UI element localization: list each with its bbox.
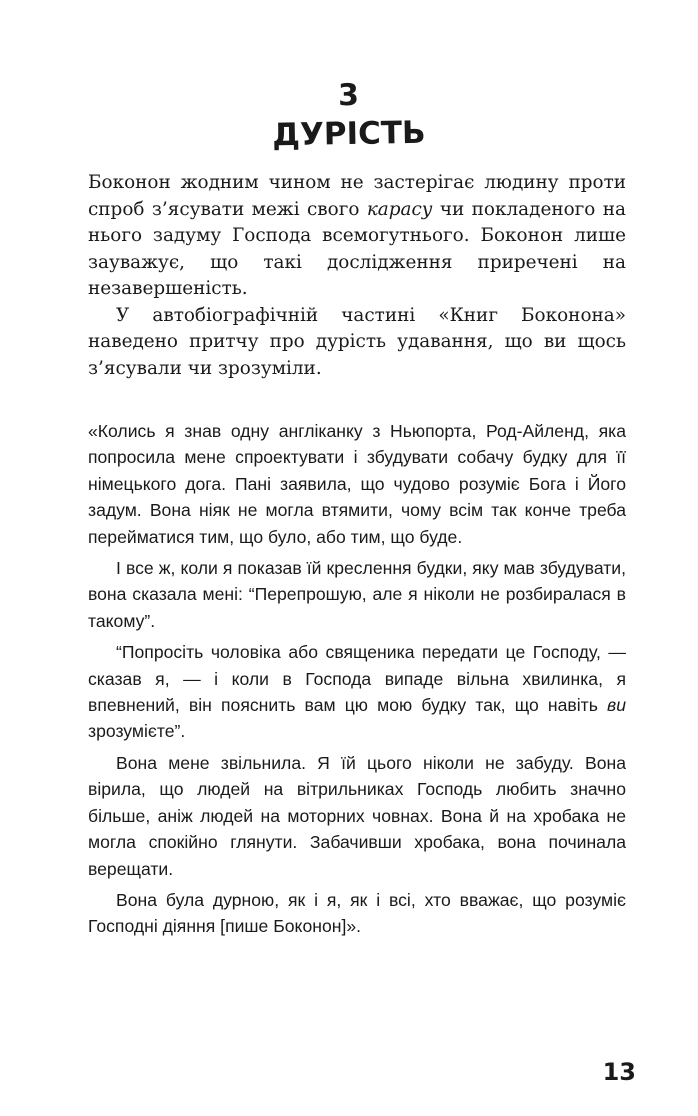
epigraph-text: чи покладеного на нього задуму Господа всемогутнього. Боконон лише зауважує, що такі дослідження приречені на незавершеність. [88, 198, 626, 299]
quote-paragraph: Вона мене звільнила. Я їй цього ніколи не забуду. Вона вірила, що людей на вітрильниках Господь любить значно більше, аніж людей на моторних човнах. Вона й на хробака не могла спокійно глянути. Забачивши хробака, вона починала верещати. [88, 752, 626, 879]
chapter-number: 3 [337, 77, 361, 114]
quote-paragraph: «Колись я знав одну англіканку з Ньюпорта, Род-Айленд, яка попросила мене спроектувати і збудувати собачу будку для її німецького дога. Пані заявила, що чудово розуміє Бога і Його задум. Вона ніяк не могла втямити, чому всім так конче треба перейматися тим, що було, або тим, що буде. [88, 421, 626, 547]
epigraph-text: Боконон жодним чином не застерігає людину проти спроб з’ясувати межі свого [88, 172, 626, 220]
quote-text: “Попросіть чоловіка або священика передати це Господу, — сказав я, — і коли в Господа випаде вільна хвилинка, я впевнений, він пояснить вам цю мою будку так, що навіть [88, 642, 626, 716]
quote-paragraph: І все ж, коли я показав їй креслення будки, яку мав збудувати, вона сказала мені: “Перепрошую, але я ніколи не розбиралася в такому”. [88, 558, 626, 631]
quote-paragraph [88, 639, 626, 745]
quote-text: зрозумієте”. [88, 721, 186, 742]
epigraph-paragraph: У автобіографічній частині «Книг Боконона» наведено притчу про дурість удавання, що ви щось з’ясували чи зрозуміли. [88, 304, 626, 379]
page-number: 13 [602, 1058, 636, 1086]
epigraph-section [88, 170, 626, 382]
quote-paragraph: Вона була дурною, як і я, як і всі, хто вважає, що розуміє Господні діяння [пише Боконон]». [88, 889, 626, 937]
epigraph-paragraph [88, 170, 626, 303]
epigraph-emphasis: карасу [366, 198, 433, 220]
parable-quote [88, 418, 626, 940]
quote-emphasis: ви [607, 695, 626, 716]
chapter-title: ДУРІСТЬ [272, 114, 426, 154]
